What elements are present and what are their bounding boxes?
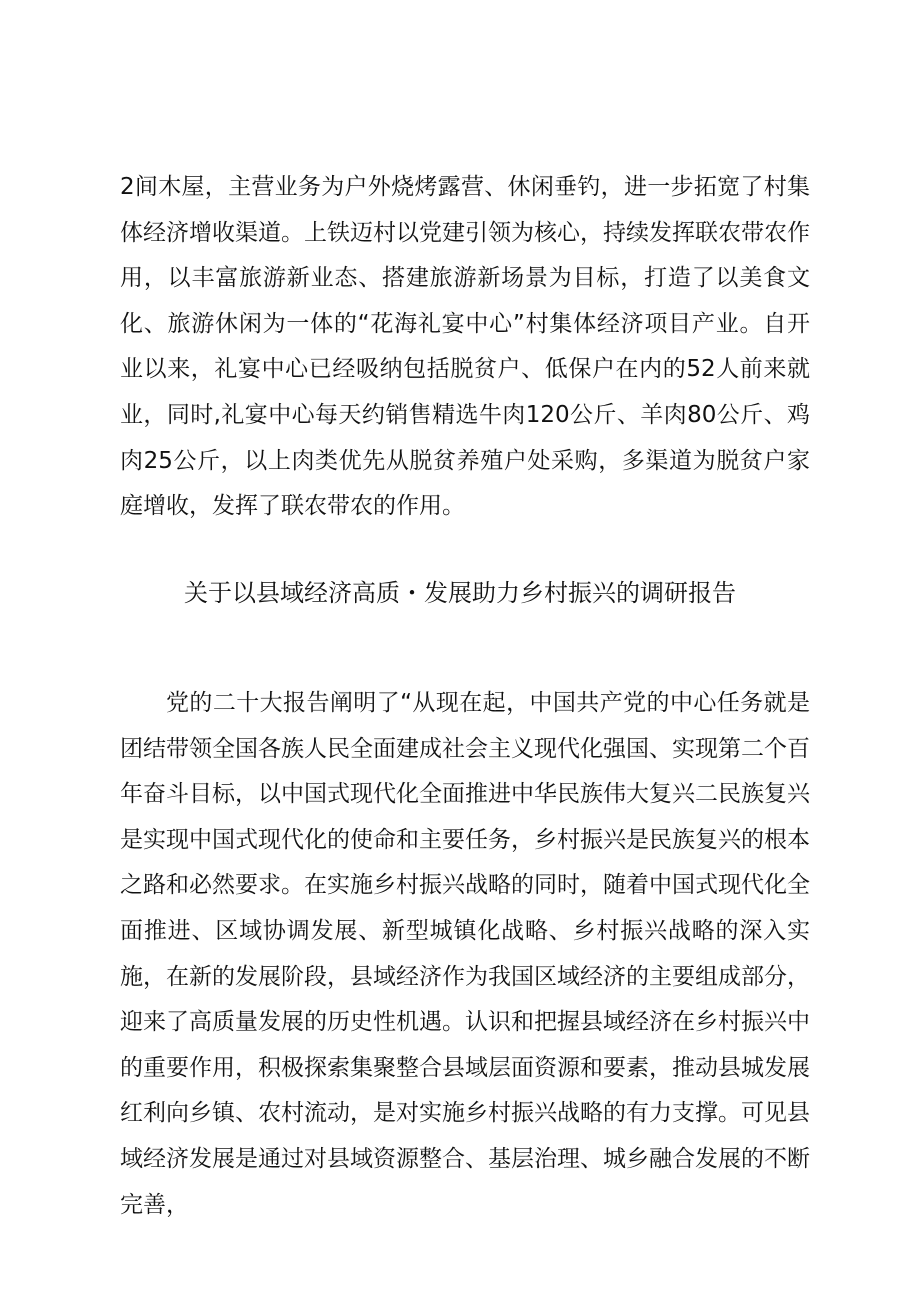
body-paragraph-1: 2间木屋，主营业务为户外烧烤露营、休闲垂钓，进一步拓宽了村集体经济增收渠道。上铁迈村以党建引领为核心，持续发挥联农带农作用，以丰富旅游新业态、搭建旅游新场景为目标，打造了以美食文化、旅游休闲为一体的“花海礼宴中心”村集体经济项目产业。自开业以来，礼宴中心已经吸纳包括脱贫户、低保户在内的52人前来就业，同时,礼宴中心每天约销售精选牛肉120公斤、羊肉80公斤、鸡肉25公斤，以上肉类优先从脱贫养殖户处采购，多渠道为脱贫户家庭增收，发挥了联农带农的作用。	[120, 174, 810, 520]
body-paragraph-2: 党的二十大报告阐明了“从现在起，中国共产党的中心任务就是团结带领全国各族人民全面建成社会主义现代化强国、实现第二个百年奋斗目标，以中国式现代化全面推进中华民族伟大复兴二民族复兴是实现中国式现代化的使命和主要任务，乡村振兴是民族复兴的根本之路和必然要求。在实施乡村振兴战略的同时，随着中国式现代化全面推进、区域协调发展、新型城镇化战略、乡村振兴战略的深入实施，在新的发展阶段，县域经济作为我国区域经济的主要组成部分，迎来了高质量发展的历史性机遇。认识和把握县域经济在乡村振兴中的重要作用，积极探索集聚整合县域层面资源和要素，推动县城发展红利向乡镇、农村流动，是对实施乡村振兴战略的有力支撑。可见县域经济发展是通过对县域资源整合、基层治理、城乡融合发展的不断完善，	[120, 690, 810, 1218]
section-heading: 关于以县域经济高质・发展助力乡村振兴的调研报告	[184, 579, 736, 607]
